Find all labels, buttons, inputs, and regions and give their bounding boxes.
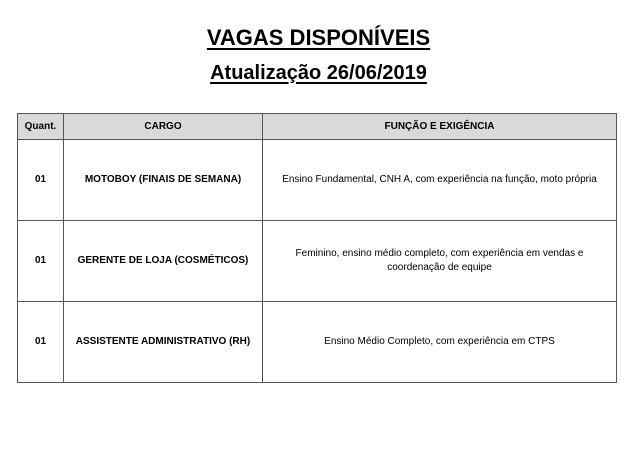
column-header-role: CARGO (64, 114, 263, 140)
column-header-requirements: FUNÇÃO E EXIGÊNCIA (263, 114, 617, 140)
table-row (18, 302, 617, 383)
table-row (18, 140, 617, 221)
table-row (18, 221, 617, 302)
requirements-cell: Ensino Fundamental, CNH A, com experiência na função, moto própria (263, 140, 617, 221)
job-openings-table (17, 113, 617, 383)
update-date-subtitle: Atualização 26/06/2019 (210, 62, 427, 84)
quantity-cell: 01 (18, 221, 64, 302)
table-header-row (18, 114, 617, 140)
requirements-cell: Feminino, ensino médio completo, com experiência em vendas e coordenação de equipe (263, 221, 617, 302)
page-title: VAGAS DISPONÍVEIS (206, 25, 431, 50)
role-cell: MOTOBOY (FINAIS DE SEMANA) (64, 140, 263, 221)
role-cell: GERENTE DE LOJA (COSMÉTICOS) (64, 221, 263, 302)
requirements-cell: Ensino Médio Completo, com experiência em CTPS (263, 302, 617, 383)
role-cell: ASSISTENTE ADMINISTRATIVO (RH) (64, 302, 263, 383)
table-header (18, 114, 617, 140)
quantity-cell: 01 (18, 302, 64, 383)
column-header-quantity: Quant. (18, 114, 64, 140)
table-body (18, 140, 617, 383)
quantity-cell: 01 (18, 140, 64, 221)
